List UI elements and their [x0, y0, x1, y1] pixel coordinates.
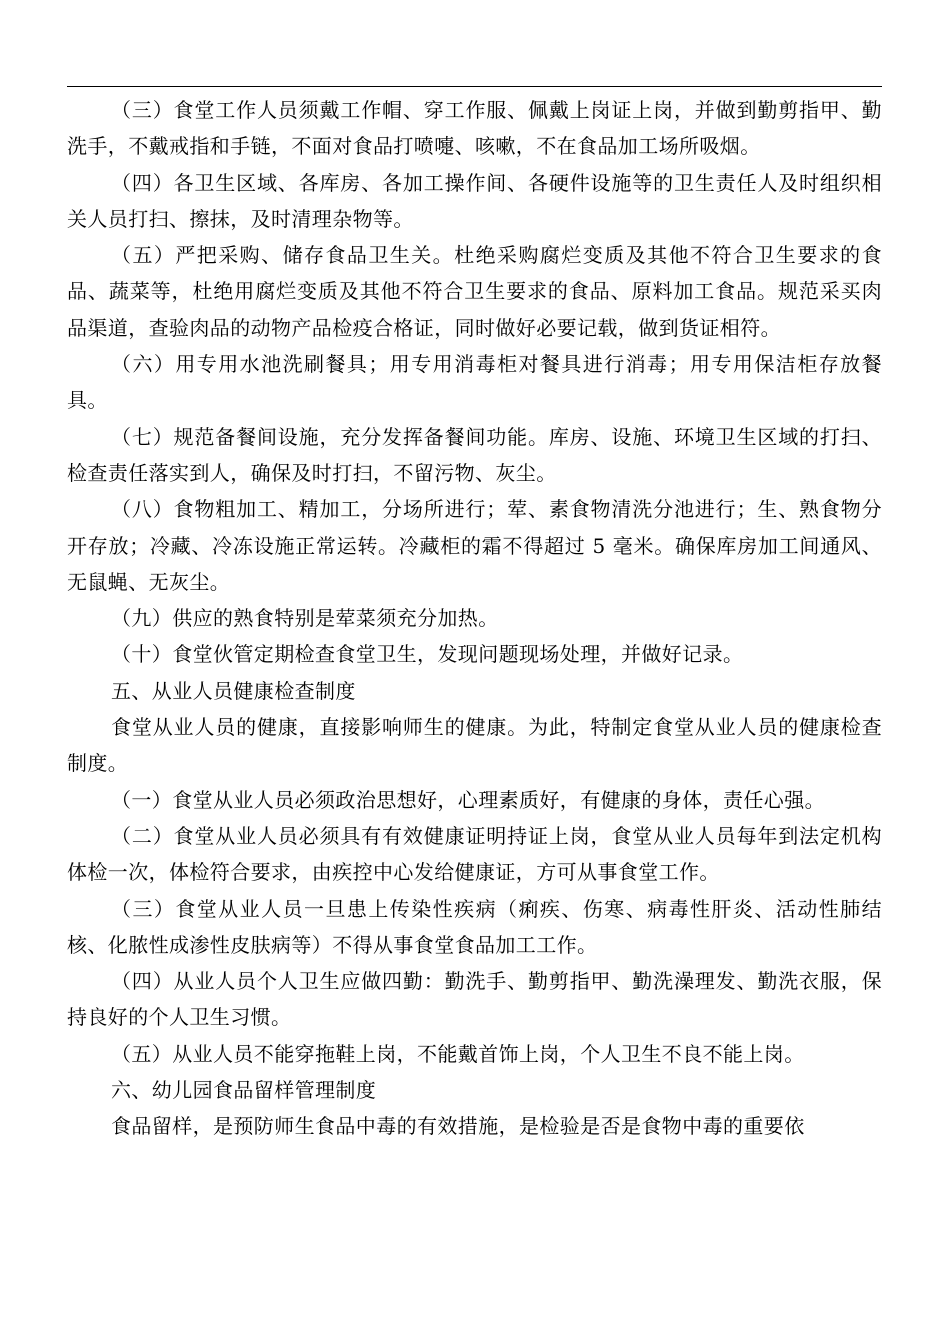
paragraph-hygiene-4: （四）各卫生区域、各库房、各加工操作间、各硬件设施等的卫生责任人及时组织相关人员打扫、擦抹，及时清理杂物等。	[67, 170, 882, 231]
paragraph-hygiene-10: （十）食堂伙管定期检查食堂卫生，发现问题现场处理，并做好记录。	[111, 642, 744, 667]
paragraph-health-1: （一）食堂从业人员必须政治思想好，心理素质好，有健康的身体，责任心强。	[111, 787, 825, 812]
paragraph-health-4: （四）从业人员个人卫生应做四勤：勤洗手、勤剪指甲、勤洗澡理发、勤洗衣服，保持良好的个人卫生习惯。	[67, 969, 882, 1030]
paragraph-health-3: （三）食堂从业人员一旦患上传染性疾病（痢疾、伤寒、病毒性肝炎、活动性肺结核、化脓性成渗性皮肤病等）不得从事食堂食品加工工作。	[67, 896, 882, 957]
paragraph-hygiene-3: （三）食堂工作人员须戴工作帽、穿工作服、佩戴上岗证上岗，并做到勤剪指甲、勤洗手，不戴戒指和手链，不面对食品打喷嚏、咳嗽，不在食品加工场所吸烟。	[67, 98, 882, 159]
paragraph-hygiene-6: （六）用专用水池洗刷餐具；用专用消毒柜对餐具进行消毒；用专用保洁柜存放餐具。	[67, 352, 882, 413]
paragraph-hygiene-7: （七）规范备餐间设施，充分发挥备餐间功能。库房、设施、环境卫生区域的打扫、检查责任落实到人，确保及时打扫，不留污物、灰尘。	[67, 424, 882, 485]
paragraph-health-intro: 食堂从业人员的健康，直接影响师生的健康。为此，特制定食堂从业人员的健康检查制度。	[67, 715, 882, 776]
section-heading-health-check: 五、从业人员健康检查制度	[111, 678, 356, 703]
paragraph-hygiene-9: （九）供应的熟食特别是荤菜须充分加热。	[111, 606, 499, 631]
section-heading-food-sample: 六、幼儿园食品留样管理制度	[111, 1078, 377, 1103]
paragraph-hygiene-5: （五）严把采购、储存食品卫生关。杜绝采购腐烂变质及其他不符合卫生要求的食品、蔬菜等，杜绝用腐烂变质及其他不符合卫生要求的食品、原料加工食品。规范采买肉品渠道，查验肉品的动物产品检疫合格证，同时做好必要记载，做到货证相符。	[67, 243, 882, 340]
paragraph-food-sample-intro: 食品留样，是预防师生食品中毒的有效措施，是检验是否是食物中毒的重要依	[111, 1114, 805, 1139]
paragraph-health-2: （二）食堂从业人员必须具有有效健康证明持证上岗，食堂从业人员每年到法定机构体检一次，体检符合要求，由疾控中心发给健康证，方可从事食堂工作。	[67, 823, 882, 885]
paragraph-health-5: （五）从业人员不能穿拖鞋上岗，不能戴首饰上岗，个人卫生不良不能上岗。	[111, 1041, 805, 1066]
paragraph-hygiene-8: （八）食物粗加工、精加工，分场所进行；荤、素食物清洗分池进行；生、熟食物分开存放；冷藏、冷冻设施正常运转。冷藏柜的霜不得超过 5 毫米。确保库房加工间通风、无鼠蝇、无灰尘。	[67, 497, 882, 594]
document-body	[67, 92, 882, 1145]
header-rule	[67, 86, 882, 87]
